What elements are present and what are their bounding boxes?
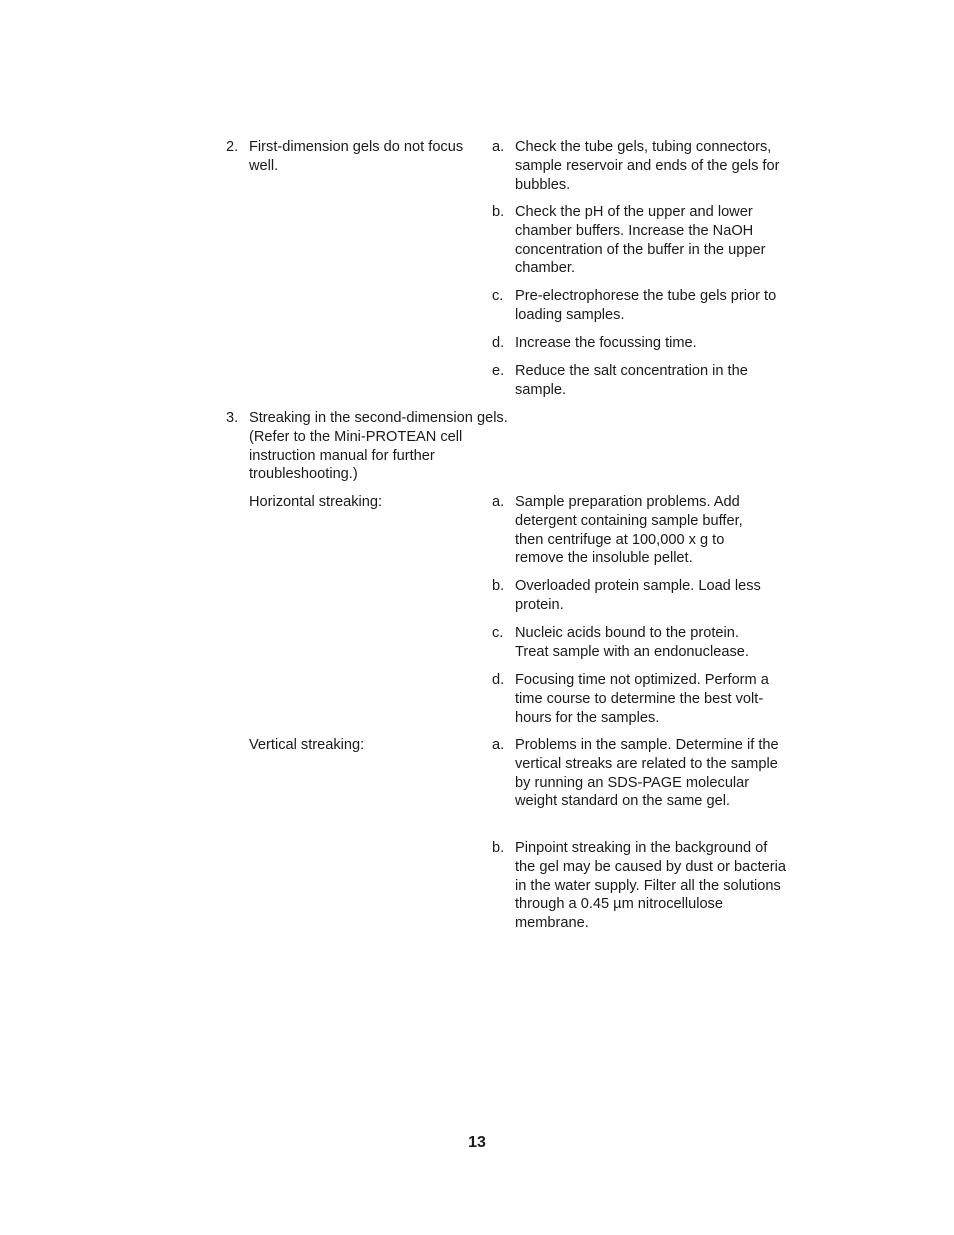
solution-letter: a.: [492, 494, 505, 510]
solution-letter: b.: [492, 204, 505, 220]
solution-text: Check the tube gels, tubing connectors, sample reservoir and ends of the gels for bubbles.: [515, 139, 780, 193]
solution-letter: c.: [492, 288, 504, 304]
solution-letter: d.: [492, 672, 505, 688]
solution-letter: a.: [492, 139, 505, 155]
subgroup-label: Vertical streaking:: [249, 737, 365, 753]
solution-text: Check the pH of the upper and lower chamber buffers. Increase the NaOH concentration of the buffer in the upper chamber.: [515, 204, 766, 277]
solution-text: Increase the focussing time.: [515, 335, 697, 351]
page-number: 13: [468, 1134, 486, 1151]
solution-letter: e.: [492, 363, 505, 379]
solution-text: Reduce the salt concentration in the sample.: [515, 363, 748, 398]
solution-text: Pre-electrophorese the tube gels prior to loading samples.: [515, 288, 777, 323]
solution-text: Problems in the sample. Determine if the vertical streaks are related to the sample by running an SDS-PAGE molecular weight standard on the same gel.: [515, 737, 779, 810]
solution-letter: a.: [492, 737, 505, 753]
problem-text: Streaking in the second-dimension gels. (Refer to the Mini-PROTEAN cell instruction manual for further troubleshooting.): [249, 410, 508, 483]
solution-letter: b.: [492, 578, 505, 594]
solution-text: Overloaded protein sample. Load less protein.: [515, 578, 761, 613]
solution-text: Pinpoint streaking in the background of the gel may be caused by dust or bacteria in the water supply. Filter all the solutions through a 0.45 µm nitrocellulose membrane.: [515, 840, 786, 932]
solution-letter: c.: [492, 625, 504, 641]
item-number: 2.: [226, 139, 239, 155]
solution-letter: d.: [492, 335, 505, 351]
solution-text: Focusing time not optimized. Perform a time course to determine the best volt-hours for the samples.: [515, 672, 769, 726]
problem-text: First-dimension gels do not focus well.: [249, 139, 464, 174]
solution-text: Nucleic acids bound to the protein. Treat sample with an endonuclease.: [515, 625, 749, 660]
item-number: 3.: [226, 410, 239, 426]
subgroup-label: Horizontal streaking:: [249, 494, 383, 510]
solution-letter: b.: [492, 840, 505, 856]
solution-text: Sample preparation problems. Add detergent containing sample buffer, then centrifuge at 100,000 x g to remove the insoluble pellet.: [515, 494, 743, 567]
